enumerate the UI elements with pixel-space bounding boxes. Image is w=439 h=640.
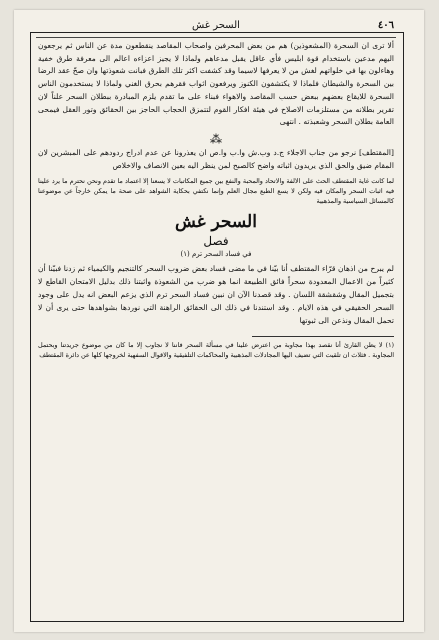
- small-note: لما كانت غاية المقتطف الحث على الالفة والاتحاد والمحبة والنفع بين جميع المكاتبات لا يسعنا إلا اعتماد ما تقدم ونحن نحترم ما يرد علينا فيه اثبات السحر والمكان فيه ولكن لا يسع الطبع مجال العلم وإنما نكتفي بحكاية الشواهد على صحة ما يمكن خارجاً عن موضوعنا كالمسائل السياسية والمذهبية: [38, 177, 394, 206]
- page-number: ٤٠٦: [377, 20, 394, 31]
- running-title: السحر غش: [192, 20, 240, 31]
- chapter-heading: فصل: [203, 234, 229, 249]
- section-body: لم يبرح من اذهان قرّاء المقتطف أنا بيّنا في ما مضى فساد بعض ضروب السحر كالتنجيم والكيمياء ثم زدنا فبيّنا أن كثيراً من الاعمال المعدودة سحراً فائق الطبيعة انما هو ضرب من الشعوذة واثبتنا ذلك بدليل الامتحان القاطع لا بتجميل المقال وشقشقة اللسان . وقد قصدنا الآن ان نبين فساد السحر ترم الذي يزعم البعض انه يدل على وجود السحر الحقيقي في هذه الايام . وقد استندنا في ذلك الى الحقائق الراهنة التي نوردها بشواهدها حتى يرى أن لا تحمل المقال ونذعن الى ثبوتها: [38, 264, 394, 325]
- section-divider: ⁂: [210, 131, 222, 146]
- editorial-note: [المقتطف] نرجو من جناب الاجلاء ج.د وب.ش وا.ب وا.ص ان يعذرونا عن عدم ادراج ردودهم على المبشرين لان المقام ضيق والحق الذي يريدون اثباته واضح كالصبح لمن ينظر اليه بعين الانصاف والاخلاص: [38, 147, 394, 170]
- section-subtitle: في فساد السحر ترم (١): [180, 250, 252, 259]
- footnote: (١) لا يظن القارئ أنا نقصد بهذا مجاوبة من اعترض علينا في مسألة السحر فاننا لا نجاوب إلا ما كان من موضوع جريدتنا وبحتمل المجاوبة . فثلاث ان تلقيت التي تضيف اليها المجادلات المذهبية والمحاكمات التلفيقية والاقوال السفهية لخروجها كلها عن دائرة المقتطف: [38, 340, 394, 359]
- page-content: [38, 40, 394, 360]
- book-page: [14, 10, 424, 632]
- paragraph-1: ألا ترى ان السحرة (المشعوذين) هم من بعض المحرفين واصحاب المقاصد ينقطعون مدة عن الناس ثم يرجعون اليهم مدعين باستخدام قوة ابليس فأي عاقل يقبل مدعاهم ولماذا لا يجيز اعزاءه اعالم الى معرفة طرق خفية وهاءلون بها في خلواتهم لغش من لا يعرفها لاسيما وقد كشفت اكثر تلك الطرق فبانت شعوذتها وان صحّ عقد الرضا بين السحرة والشيطان فلماذا لا يكتشفون الكنوز ويرفعون اثواب فقرهم بحرق الغني ولماذا لا يستخدمون الناس السحرة للايقاع بعضهم ببعض حسب المقاصد والاهواء فبناء على ما تقدم يلزم المبادرة ببطلان السحر علناً لان تقرير بطلانه من مستلزمات الاصلاح في هيئة افكار القوم لتتمزق الحجاب الحاجز بين الحقائق وتور العقل فيمحى العامة بطلان السحر وشعبذته . انتهى: [38, 41, 394, 127]
- section-title: السحر غش: [175, 212, 257, 233]
- footnote-rule: [252, 336, 394, 337]
